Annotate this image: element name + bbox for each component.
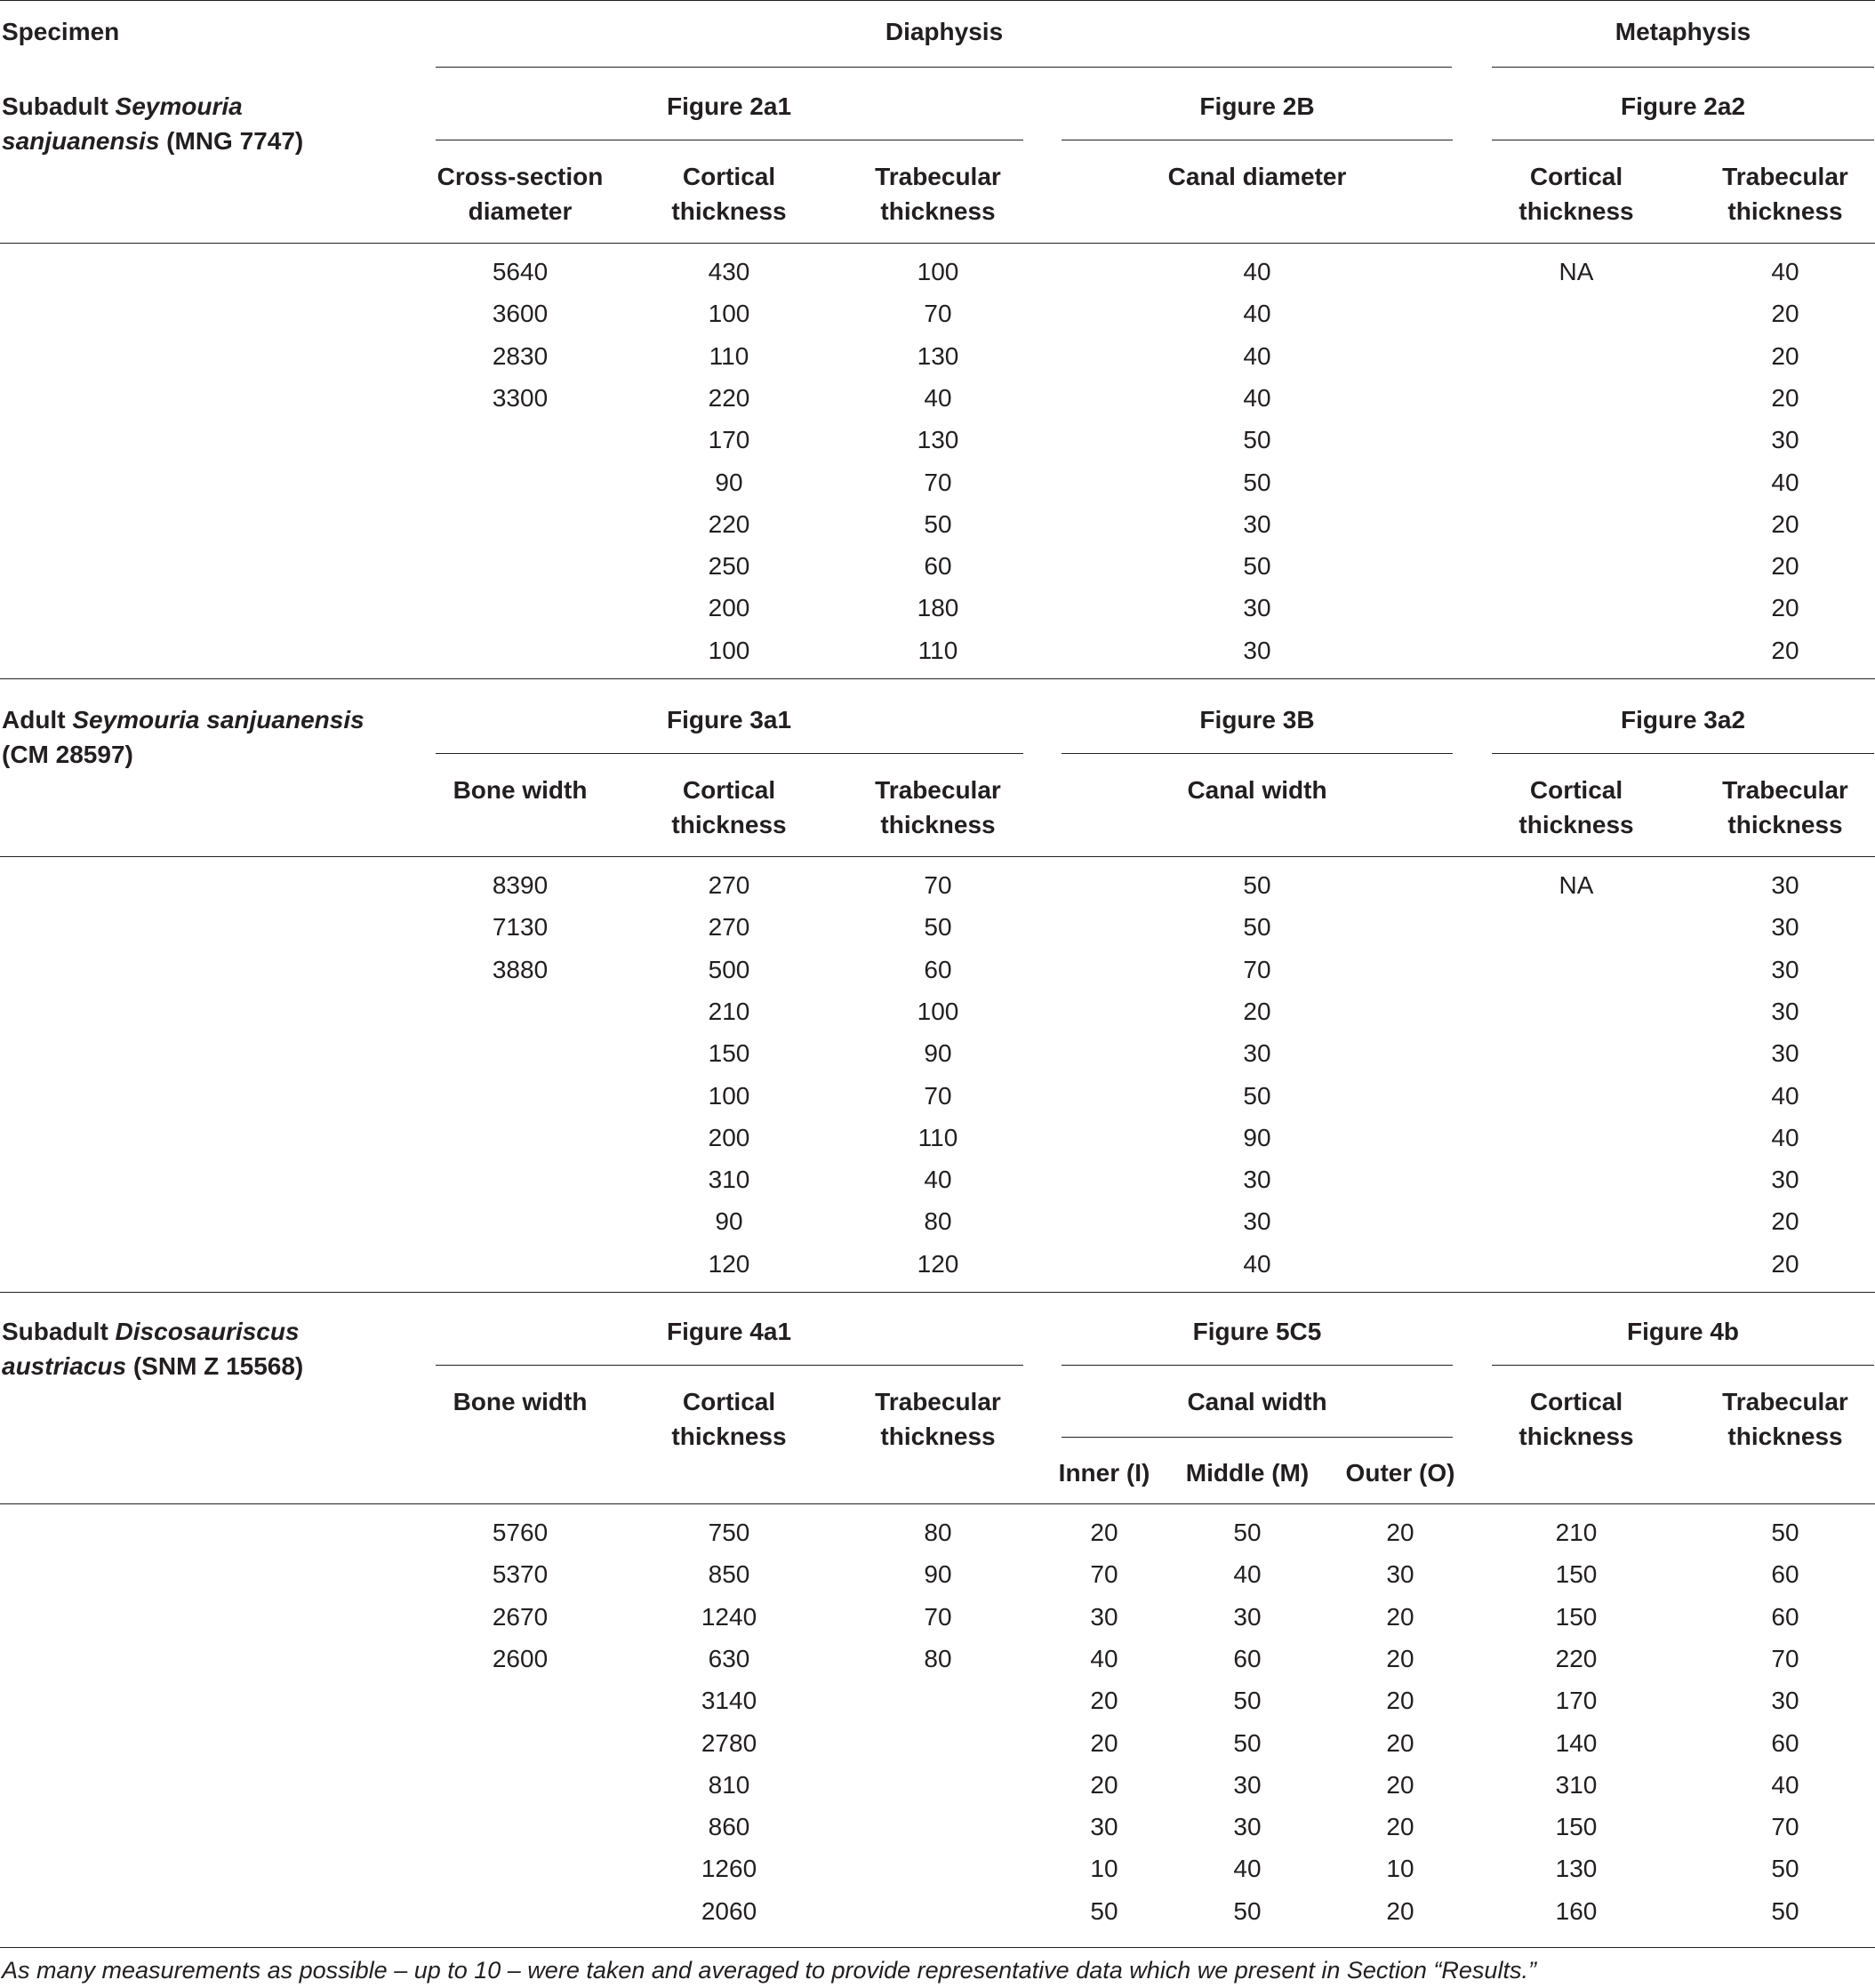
figure-metaphysis-rule xyxy=(1492,753,1874,754)
meta-cortical-cell: 150 xyxy=(1555,1602,1598,1631)
meta-trabecular-cell: 30 xyxy=(1771,913,1799,942)
specimen-taxon: Discosauriscus xyxy=(115,1318,300,1345)
canal-middle-cell: 50 xyxy=(1233,1896,1262,1925)
canal-outer-cell: 20 xyxy=(1386,1519,1414,1546)
cortical-cell: 90 xyxy=(715,1207,743,1236)
canal-cell: 30 xyxy=(1243,636,1271,664)
canal-cell: 50 xyxy=(1243,552,1271,581)
meta-trabecular-cell: 20 xyxy=(1771,636,1799,664)
cortical-cell: 200 xyxy=(708,594,750,622)
cortical-cell: 100 xyxy=(708,636,750,664)
specimen-name-line2 xyxy=(2,124,303,158)
metaphysis-header: Metaphysis xyxy=(1615,18,1751,45)
col-trabecular-header-2: thickness xyxy=(880,197,996,225)
meta-trabecular-cell: 30 xyxy=(1771,1687,1799,1715)
canal-middle-cell: 50 xyxy=(1233,1519,1262,1546)
canal-cell: 70 xyxy=(1243,955,1271,983)
meta-trabecular-cell: 40 xyxy=(1771,1081,1799,1110)
figure-diaphysis-rule xyxy=(436,753,1023,754)
trabecular-cell: 50 xyxy=(924,913,952,942)
canal-inner-cell: 50 xyxy=(1090,1896,1118,1925)
meta-cortical-cell: NA xyxy=(1558,871,1594,899)
trabecular-cell: 110 xyxy=(917,636,958,664)
width-cell: 2670 xyxy=(492,1602,549,1631)
cortical-cell: 3140 xyxy=(701,1687,757,1715)
specimen-taxon-cont: sanjuanensis xyxy=(2,127,160,155)
canal-cell: 50 xyxy=(1243,468,1271,496)
specimen-name-line1 xyxy=(2,89,243,124)
figure-canal-rule xyxy=(1062,753,1453,754)
col-meta-trabecular-header: Trabecular xyxy=(1722,1388,1848,1415)
col-meta-trabecular-header: Trabecular xyxy=(1722,163,1848,190)
section-bottom-rule xyxy=(0,678,1875,679)
meta-trabecular-cell: 20 xyxy=(1771,1249,1799,1278)
trabecular-cell: 100 xyxy=(917,258,959,285)
figure-canal-label: Figure 2B xyxy=(1199,92,1315,120)
col-meta-cortical-header: Cortical xyxy=(1529,1388,1623,1415)
canal-outer-cell: 20 xyxy=(1386,1602,1414,1631)
col-meta-cortical-header-2: thickness xyxy=(1518,1423,1634,1450)
specimen-catalog: (MNG 7747) xyxy=(159,127,304,155)
trabecular-cell: 130 xyxy=(917,341,959,370)
diaphysis-header: Diaphysis xyxy=(885,18,1004,45)
width-cell: 8390 xyxy=(492,871,549,899)
cortical-cell: 100 xyxy=(708,300,750,328)
canal-cell: 30 xyxy=(1243,1166,1271,1194)
canal-outer-cell: 20 xyxy=(1386,1728,1414,1757)
cortical-cell: 630 xyxy=(708,1644,750,1672)
cortical-cell: 120 xyxy=(708,1249,750,1278)
meta-cortical-cell: 150 xyxy=(1555,1813,1598,1841)
figure-diaphysis-label: Figure 2a1 xyxy=(666,92,792,120)
meta-trabecular-cell: 30 xyxy=(1771,955,1799,983)
col-meta-trabecular-header-2: thickness xyxy=(1727,811,1843,838)
trabecular-cell: 60 xyxy=(924,552,952,581)
canal-cell: 30 xyxy=(1243,1039,1271,1068)
cortical-cell: 110 xyxy=(709,341,749,370)
canal-cell: 40 xyxy=(1243,383,1271,412)
meta-trabecular-cell: 60 xyxy=(1771,1602,1799,1631)
meta-cortical-cell: 130 xyxy=(1555,1855,1598,1883)
metaphysis-rule xyxy=(1492,67,1874,68)
width-cell: 3300 xyxy=(492,383,549,412)
section-header-rule xyxy=(0,856,1875,857)
cortical-cell: 220 xyxy=(708,383,750,412)
specimen-prefix: Adult xyxy=(2,706,73,733)
canal-cell: 50 xyxy=(1243,426,1271,454)
cortical-cell: 270 xyxy=(708,871,750,899)
width-cell: 3880 xyxy=(492,955,549,983)
col-canal-header: Canal width xyxy=(1187,776,1327,804)
canal-cell: 40 xyxy=(1243,258,1271,285)
cortical-cell: 90 xyxy=(715,468,743,496)
cortical-cell: 1240 xyxy=(701,1602,757,1631)
col-cortical-header-2: thickness xyxy=(671,197,787,225)
col-width-header: Cross-section xyxy=(437,163,604,190)
meta-trabecular-cell: 20 xyxy=(1771,383,1799,412)
section-header-rule xyxy=(0,243,1875,244)
specimen-taxon: Seymouria xyxy=(115,92,243,120)
col-cortical-header: Cortical xyxy=(682,1388,776,1415)
canal-cell: 30 xyxy=(1243,594,1271,622)
canal-inner-cell: 20 xyxy=(1090,1728,1118,1757)
figure-canal-rule xyxy=(1062,1365,1453,1366)
canal-outer-cell: 10 xyxy=(1386,1855,1414,1883)
trabecular-cell: 60 xyxy=(924,955,952,983)
specimen-name-line1 xyxy=(2,702,365,737)
meta-trabecular-cell: 20 xyxy=(1771,341,1799,370)
trabecular-cell: 70 xyxy=(924,871,952,899)
col-meta-trabecular-header-2: thickness xyxy=(1727,197,1843,225)
canal-inner-cell: 30 xyxy=(1090,1813,1118,1841)
trabecular-cell: 80 xyxy=(924,1644,952,1672)
canal-cell: 30 xyxy=(1243,1207,1271,1236)
cortical-cell: 1260 xyxy=(701,1855,757,1883)
canal-cell: 90 xyxy=(1243,1123,1271,1151)
specimen-prefix: Subadult xyxy=(2,1318,116,1345)
col-cortical-header-2: thickness xyxy=(671,1423,787,1450)
canal-inner-cell: 10 xyxy=(1090,1855,1118,1883)
canal-cell: 40 xyxy=(1243,341,1271,370)
figure-diaphysis-label: Figure 3a1 xyxy=(666,706,792,733)
specimen-taxon-cont: austriacus xyxy=(2,1352,127,1380)
canal-outer-cell: 30 xyxy=(1386,1560,1414,1589)
cortical-cell: 860 xyxy=(708,1813,750,1841)
meta-trabecular-cell: 70 xyxy=(1771,1644,1799,1672)
meta-trabecular-cell: 40 xyxy=(1771,1770,1799,1799)
width-cell: 3600 xyxy=(492,300,549,328)
cortical-cell: 150 xyxy=(708,1039,750,1068)
col-meta-cortical-header-2: thickness xyxy=(1518,197,1634,225)
meta-trabecular-cell: 60 xyxy=(1771,1560,1799,1589)
trabecular-cell: 80 xyxy=(924,1519,952,1546)
cortical-cell: 500 xyxy=(708,955,750,983)
canal-outer-cell: 20 xyxy=(1386,1644,1414,1672)
canal-outer-cell: 20 xyxy=(1386,1687,1414,1715)
canal-inner-cell: 20 xyxy=(1090,1687,1118,1715)
width-cell: 2600 xyxy=(492,1644,549,1672)
meta-trabecular-cell: 20 xyxy=(1771,300,1799,328)
col-canal-header: Canal diameter xyxy=(1167,163,1347,190)
figure-metaphysis-label: Figure 4b xyxy=(1626,1318,1740,1345)
width-cell: 7130 xyxy=(492,913,549,942)
canal-cell: 50 xyxy=(1243,1081,1271,1110)
canal-middle-cell: 60 xyxy=(1233,1644,1262,1672)
trabecular-cell: 70 xyxy=(924,300,952,328)
trabecular-cell: 70 xyxy=(924,468,952,496)
col-width-header: Bone width xyxy=(453,776,588,804)
specimen-name-line1 xyxy=(2,1314,300,1349)
figure-metaphysis-rule xyxy=(1492,1365,1874,1366)
meta-trabecular-cell: 50 xyxy=(1771,1855,1799,1883)
width-cell: 5640 xyxy=(492,258,549,285)
canal-cell: 40 xyxy=(1243,1249,1271,1278)
trabecular-cell: 90 xyxy=(924,1560,952,1589)
meta-trabecular-cell: 30 xyxy=(1771,997,1799,1025)
meta-trabecular-cell: 70 xyxy=(1771,1813,1799,1841)
meta-trabecular-cell: 30 xyxy=(1771,1166,1799,1194)
col-cortical-header-2: thickness xyxy=(671,811,787,838)
meta-cortical-cell: 160 xyxy=(1555,1896,1598,1925)
trabecular-cell: 80 xyxy=(924,1207,952,1236)
figure-metaphysis-label: Figure 2a2 xyxy=(1620,92,1746,120)
canal-middle-cell: 40 xyxy=(1233,1560,1262,1589)
canal-inner-header: Inner (I) xyxy=(1058,1459,1150,1487)
canal-cell: 40 xyxy=(1243,300,1271,328)
meta-cortical-cell: 170 xyxy=(1555,1687,1598,1715)
cortical-cell: 200 xyxy=(708,1123,750,1151)
meta-trabecular-cell: 20 xyxy=(1771,1207,1799,1236)
col-meta-trabecular-header: Trabecular xyxy=(1722,776,1848,804)
meta-trabecular-cell: 50 xyxy=(1771,1519,1799,1546)
canal-outer-cell: 20 xyxy=(1386,1813,1414,1841)
meta-cortical-cell: 220 xyxy=(1555,1644,1598,1672)
trabecular-cell: 100 xyxy=(917,997,959,1025)
figure-canal-label: Figure 3B xyxy=(1199,706,1315,733)
col-trabecular-header-2: thickness xyxy=(880,811,996,838)
specimen-catalog: (CM 28597) xyxy=(2,741,133,768)
width-cell: 5370 xyxy=(492,1560,549,1589)
trabecular-cell: 130 xyxy=(917,426,959,454)
width-cell: 2830 xyxy=(492,341,549,370)
col-width-header: Bone width xyxy=(453,1388,588,1415)
figure-metaphysis-label: Figure 3a2 xyxy=(1620,706,1746,733)
col-canal-header: Canal width xyxy=(1187,1388,1327,1415)
meta-cortical-cell: 310 xyxy=(1555,1770,1598,1799)
col-meta-trabecular-header-2: thickness xyxy=(1727,1423,1843,1450)
canal-cell: 50 xyxy=(1243,871,1271,899)
width-cell: 5760 xyxy=(492,1519,549,1546)
canal-inner-cell: 40 xyxy=(1090,1644,1118,1672)
canal-cell: 30 xyxy=(1243,509,1271,538)
col-trabecular-header-2: thickness xyxy=(880,1423,996,1450)
meta-trabecular-cell: 30 xyxy=(1771,1039,1799,1068)
specimen-prefix: Subadult xyxy=(2,92,116,120)
cortical-cell: 850 xyxy=(708,1560,750,1589)
canal-middle-cell: 30 xyxy=(1233,1813,1262,1841)
col-trabecular-header: Trabecular xyxy=(875,1388,1001,1415)
col-width-header-2: diameter xyxy=(468,197,573,225)
trabecular-cell: 180 xyxy=(917,594,959,622)
specimen-header: Specimen xyxy=(2,18,120,45)
trabecular-cell: 40 xyxy=(924,383,952,412)
canal-inner-cell: 30 xyxy=(1090,1602,1118,1631)
canal-middle-cell: 30 xyxy=(1233,1602,1262,1631)
trabecular-cell: 120 xyxy=(917,1249,959,1278)
cortical-cell: 2780 xyxy=(701,1728,757,1757)
canal-outer-cell: 20 xyxy=(1386,1896,1414,1925)
trabecular-cell: 70 xyxy=(924,1081,952,1110)
table-footnote: As many measurements as possible – up to 10 – were taken and averaged to provide representative data which we present in Section “Results.” xyxy=(2,1957,1536,1984)
cortical-cell: 100 xyxy=(708,1081,750,1110)
col-cortical-header: Cortical xyxy=(682,776,776,804)
col-cortical-header: Cortical xyxy=(682,163,776,190)
col-meta-cortical-header: Cortical xyxy=(1529,163,1623,190)
cortical-cell: 430 xyxy=(708,258,750,285)
col-meta-cortical-header-2: thickness xyxy=(1518,811,1634,838)
section-header-rule xyxy=(0,1503,1875,1504)
meta-trabecular-cell: 20 xyxy=(1771,509,1799,538)
meta-cortical-cell: 140 xyxy=(1555,1728,1598,1757)
meta-trabecular-cell: 50 xyxy=(1771,1896,1799,1925)
meta-cortical-cell: 150 xyxy=(1555,1560,1598,1589)
figure-diaphysis-label: Figure 4a1 xyxy=(666,1318,792,1345)
col-trabecular-header: Trabecular xyxy=(875,163,1001,190)
trabecular-cell: 70 xyxy=(924,1602,952,1631)
specimen-catalog: (SNM Z 15568) xyxy=(126,1352,304,1380)
trabecular-cell: 50 xyxy=(924,509,952,538)
cortical-cell: 750 xyxy=(708,1519,750,1546)
specimen-name-line2 xyxy=(2,737,133,772)
canal-inner-cell: 70 xyxy=(1090,1560,1118,1589)
canal-middle-cell: 50 xyxy=(1233,1687,1262,1715)
meta-trabecular-cell: 20 xyxy=(1771,552,1799,581)
meta-trabecular-cell: 40 xyxy=(1771,258,1799,285)
canal-middle-cell: 40 xyxy=(1233,1855,1262,1883)
meta-trabecular-cell: 40 xyxy=(1771,1123,1799,1151)
table-bottom-rule xyxy=(0,1947,1875,1948)
meta-trabecular-cell: 60 xyxy=(1771,1728,1799,1757)
section-bottom-rule xyxy=(0,1292,1875,1293)
col-trabecular-header: Trabecular xyxy=(875,776,1001,804)
meta-trabecular-cell: 30 xyxy=(1771,871,1799,899)
canal-cell: 50 xyxy=(1243,913,1271,942)
specimen-name-line2 xyxy=(2,1349,303,1383)
meta-trabecular-cell: 30 xyxy=(1771,426,1799,454)
trabecular-cell: 110 xyxy=(917,1123,958,1151)
canal-cell: 20 xyxy=(1243,997,1271,1025)
cortical-cell: 250 xyxy=(708,552,750,581)
canal-outer-header: Outer (O) xyxy=(1345,1459,1455,1487)
cortical-cell: 170 xyxy=(708,426,750,454)
cortical-cell: 810 xyxy=(708,1770,750,1799)
specimen-taxon: Seymouria sanjuanensis xyxy=(72,706,365,733)
canal-middle-cell: 30 xyxy=(1233,1770,1262,1799)
canal-middle-cell: 50 xyxy=(1233,1728,1262,1757)
cortical-cell: 2060 xyxy=(701,1896,757,1925)
meta-trabecular-cell: 20 xyxy=(1771,594,1799,622)
trabecular-cell: 40 xyxy=(924,1166,952,1194)
cortical-cell: 210 xyxy=(708,997,750,1025)
figure-canal-label: Figure 5C5 xyxy=(1192,1318,1322,1345)
meta-trabecular-cell: 40 xyxy=(1771,468,1799,496)
canal-outer-cell: 20 xyxy=(1386,1770,1414,1799)
meta-cortical-cell: NA xyxy=(1558,258,1594,285)
canal-middle-header: Middle (M) xyxy=(1185,1459,1310,1487)
diaphysis-rule xyxy=(436,67,1452,68)
meta-cortical-cell: 210 xyxy=(1555,1519,1598,1546)
cortical-cell: 270 xyxy=(708,913,750,942)
canal-inner-cell: 20 xyxy=(1090,1770,1118,1799)
table-top-rule xyxy=(0,0,1875,1)
canal-inner-cell: 20 xyxy=(1090,1519,1118,1546)
cortical-cell: 310 xyxy=(708,1166,750,1194)
figure-diaphysis-rule xyxy=(436,1365,1023,1366)
trabecular-cell: 90 xyxy=(924,1039,952,1068)
canal-subheader-rule xyxy=(1062,1437,1453,1438)
cortical-cell: 220 xyxy=(708,509,750,538)
col-meta-cortical-header: Cortical xyxy=(1529,776,1623,804)
